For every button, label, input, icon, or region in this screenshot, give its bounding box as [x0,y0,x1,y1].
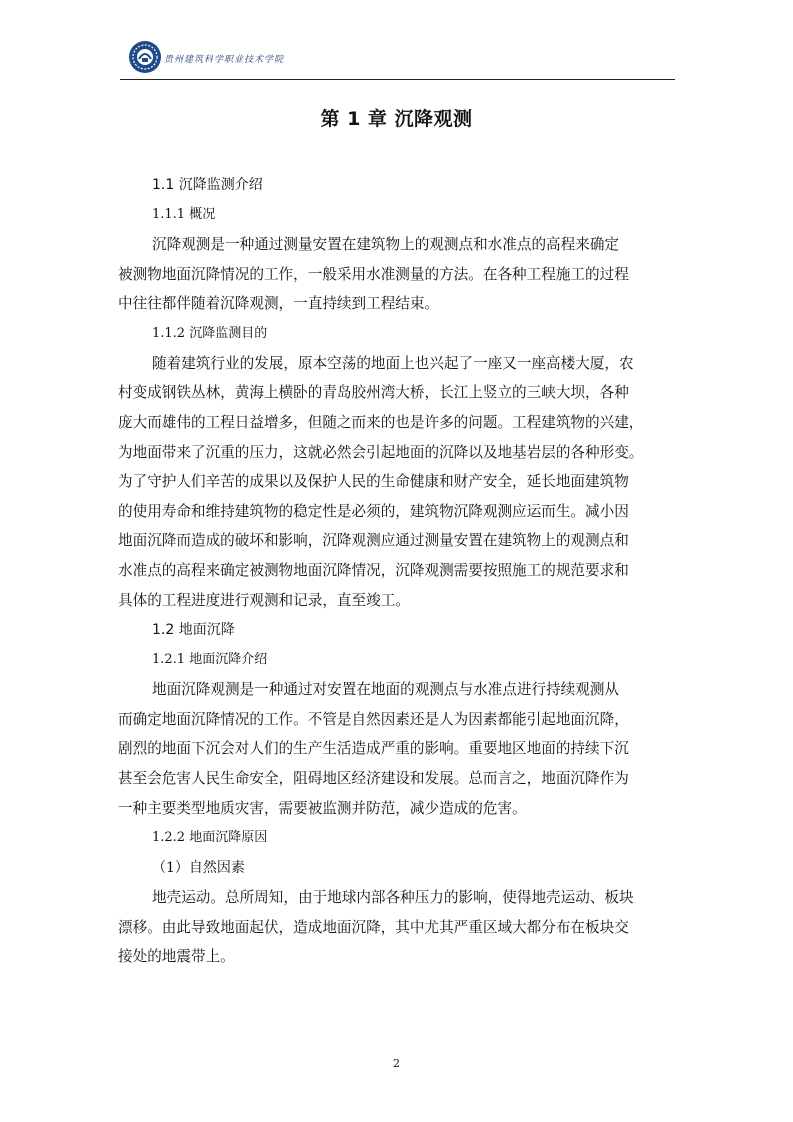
chapter-title: 第 1 章 沉降观测 [320,108,473,130]
text-line: 中往往都伴随着沉降观测，一直持续到工程结束。 [118,295,440,313]
section-heading-1-2-2: 1.2.2 地面沉降原因 [152,830,268,846]
text-line: 随着建筑行业的发展，原本空荡的地面上也兴起了一座又一座高楼大厦，农 [152,354,634,372]
text-line: 的使用寿命和维持建筑物的稳定性是必须的，建筑物沉降观测应运而生。减小因 [118,502,629,520]
text-line: 接处的地震带上。 [118,948,235,966]
text-line: 地面沉降观测是一种通过对安置在地面的观测点与水准点进行持续观测从 [152,681,620,699]
text-line: 漂移。由此导致地面起伏，造成地面沉降，其中尤其严重区域大都分布在板块交 [118,918,629,936]
section-heading-1-1-1: 1.1.1 概况 [152,207,216,222]
text-line: 为了守护人们辛苦的成果以及保护人民的生命健康和财产安全，延长地面建筑物 [118,473,629,491]
text-line: 地面沉降而造成的破坏和影响，沉降观测应通过测量安置在建筑物上的观测点和 [118,532,629,550]
section-heading-1-2-1: 1.2.1 地面沉降介绍 [152,652,268,668]
page-header [120,34,675,80]
paragraph-overview [118,230,678,319]
text-line: 具体的工程进度进行观测和记录，直至竣工。 [118,591,410,609]
paragraph-purpose [118,349,678,615]
text-line: 庞大而雄伟的工程日益增多，但随之而来的也是许多的问题。工程建筑物的兴建， [118,413,644,431]
paragraph-subsidence-intro [118,675,678,823]
section-heading-1-1-2: 1.1.2 沉降监测目的 [152,325,268,341]
text-line: 而确定地面沉降情况的工作。不管是自然因素还是人为因素都能引起地面沉降， [118,710,629,728]
subheading-natural-factors: （1）自然因素 [152,860,245,877]
text-line: 水准点的高程来确定被测物地面沉降情况，沉降观测需要按照施工的规范要求和 [118,561,629,579]
text-line: 地壳运动。总所周知，由于地球内部各种压力的影响，使得地壳运动、板块 [152,889,634,907]
header-org-name: 贵州建筑科学职业技术学院 [164,55,285,65]
text-line: 一种主要类型地质灾害，需要被监测并防范，减少造成的危害。 [118,799,527,817]
header-divider [120,79,675,80]
text-line: 剧烈的地面下沉会对人们的生产生活造成严重的影响。重要地区地面的持续下沉 [118,740,629,758]
section-heading-1-2: 1.2 地面沉降 [152,622,235,639]
page-number: 2 [393,1057,400,1070]
text-line: 村变成钢铁丛林，黄海上横卧的青岛胶州湾大桥，长江上竖立的三峡大坝，各种 [118,384,629,402]
document-body [118,170,678,972]
text-line: 沉降观测是一种通过测量安置在建筑物上的观测点和水准点的高程来确定 [152,236,620,253]
section-heading-1-1: 1.1 沉降监测介绍 [152,177,263,193]
text-line: 为地面带来了沉重的压力，这就必然会引起地面的沉降以及地基岩层的各种形变。 [118,443,644,461]
school-logo-icon [128,40,162,74]
text-line: 甚至会危害人民生命安全，阻碍地区经济建设和发展。总而言之，地面沉降作为 [118,769,629,787]
text-line: 被测物地面沉降情况的工作，一般采用水准测量的方法。在各种工程施工的过程 [118,265,629,283]
paragraph-crustal-movement [118,883,678,972]
